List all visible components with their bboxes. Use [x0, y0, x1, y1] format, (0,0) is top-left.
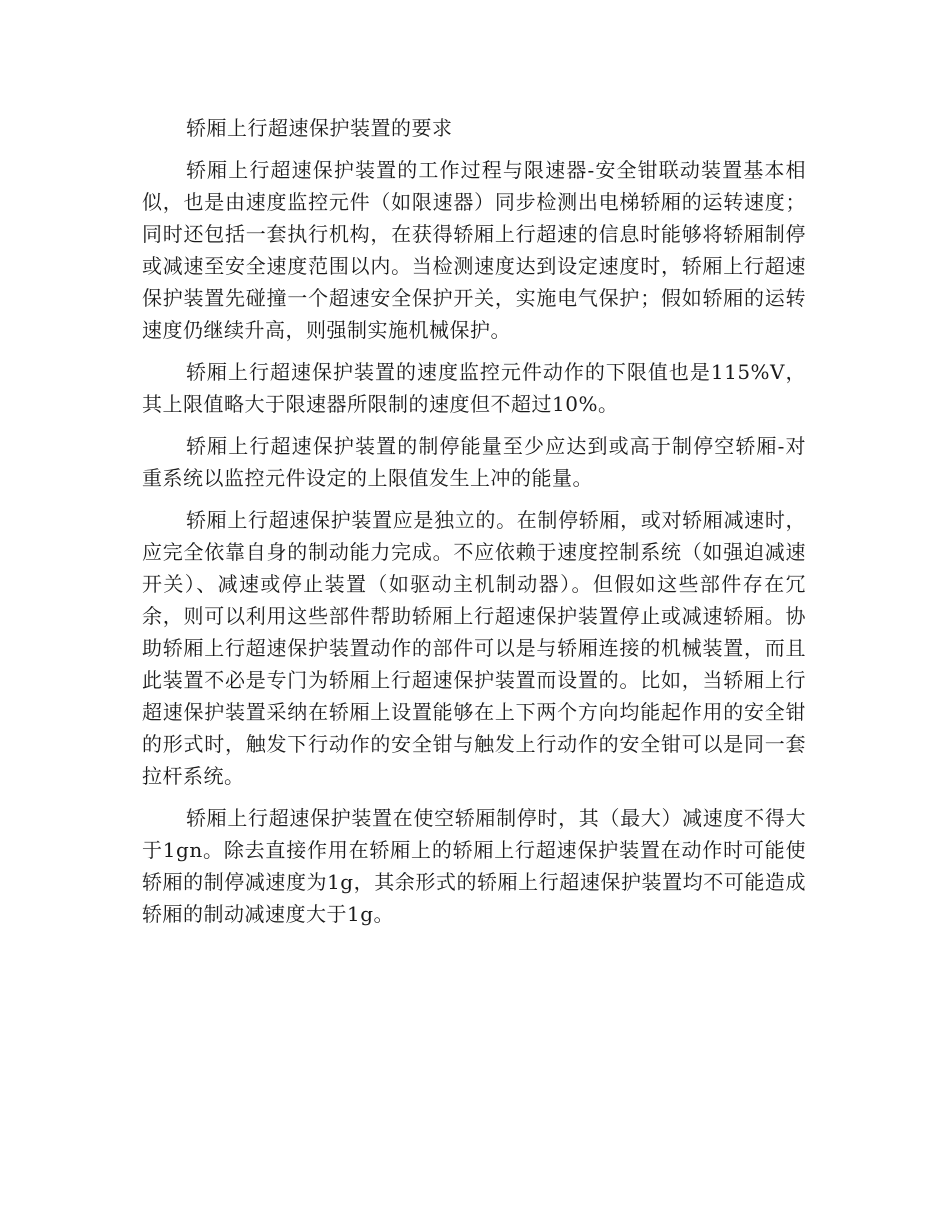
document-title: 轿厢上行超速保护装置的要求	[186, 116, 453, 140]
paragraph-3: 轿厢上行超速保护装置的制停能量至少应达到或高于制停空轿厢-对重系统以监控元件设定的上限值发生上冲的能量。	[142, 434, 806, 490]
paragraph-2: 轿厢上行超速保护装置的速度监控元件动作的下限值也是115%V，其上限值略大于限速器所限制的速度但不超过10%。	[142, 360, 806, 416]
paragraph-5: 轿厢上行超速保护装置在使空轿厢制停时，其（最大）减速度不得大于1gn。除去直接作用在轿厢上的轿厢上行超速保护装置在动作时可能使轿厢的制停减速度为1g，其余形式的轿厢上行超速保护装置均不可能造成轿厢的制动减速度大于1g。	[142, 806, 806, 926]
document-body	[142, 112, 806, 940]
paragraph-1: 轿厢上行超速保护装置的工作过程与限速器-安全钳联动装置基本相似，也是由速度监控元件（如限速器）同步检测出电梯轿厢的运转速度；同时还包括一套执行机构，在获得轿厢上行超速的信息时能够将轿厢制停或减速至安全速度范围以内。当检测速度达到设定速度时，轿厢上行超速保护装置先碰撞一个超速安全保护开关，实施电气保护；假如轿厢的运转速度仍继续升高，则强制实施机械保护。	[142, 158, 806, 342]
paragraph-4: 轿厢上行超速保护装置应是独立的。在制停轿厢，或对轿厢减速时，应完全依靠自身的制动能力完成。不应依赖于速度控制系统（如强迫减速开关）、减速或停止装置（如驱动主机制动器）。但假如这些部件存在冗余，则可以利用这些部件帮助轿厢上行超速保护装置停止或减速轿厢。协助轿厢上行超速保护装置动作的部件可以是与轿厢连接的机械装置，而且此装置不必是专门为轿厢上行超速保护装置而设置的。比如，当轿厢上行超速保护装置采纳在轿厢上设置能够在上下两个方向均能起作用的安全钳的形式时，触发下行动作的安全钳与触发上行动作的安全钳可以是同一套拉杆系统。	[142, 508, 806, 788]
